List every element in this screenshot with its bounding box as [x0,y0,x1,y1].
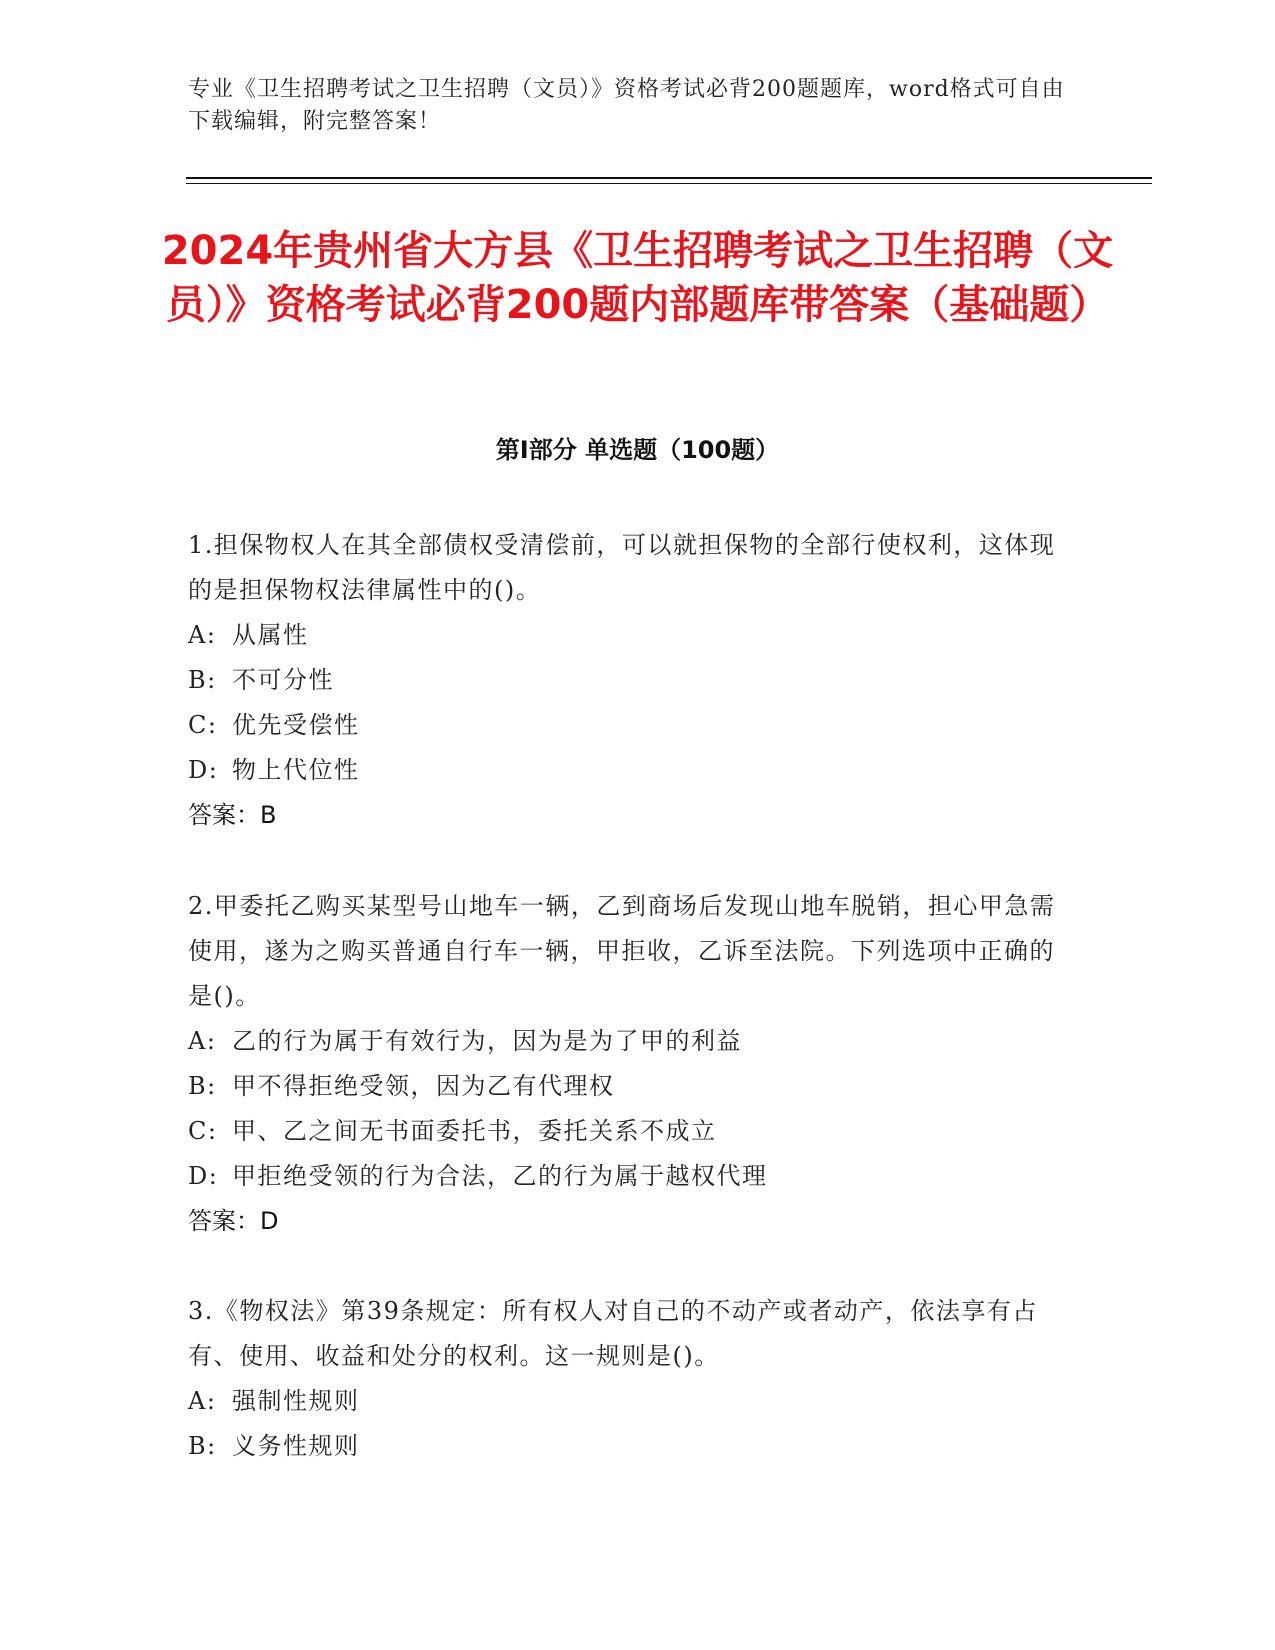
option-key: A: [188,1027,217,1055]
option-text: 义务性规则 [232,1432,360,1460]
question-2 [188,884,1078,1244]
option-key: C: [188,1117,218,1145]
option-text: 强制性规则 [232,1387,360,1415]
option-key: B: [188,666,217,694]
option-a [188,1379,1078,1424]
question-stem: 1.担保物权人在其全部债权受清偿前，可以就担保物的全部行使权利，这体现的是担保物权法律属性中的()。 [188,531,1056,604]
option-text: 甲拒绝受领的行为合法，乙的行为属于越权代理 [232,1162,768,1190]
option-text: 甲、乙之间无书面委托书，委托关系不成立 [232,1117,717,1145]
option-key: B: [188,1432,217,1460]
option-text: 物上代位性 [232,756,360,784]
option-c [188,1109,1078,1154]
option-c [188,703,1078,748]
section-title: 第I部分 单选题（100题） [495,436,780,464]
header-divider-thin [186,183,1152,184]
question-stem: 3.《物权法》第39条规定：所有权人对自己的不动产或者动产，依法享有占有、使用、收益和处分的权利。这一规则是()。 [188,1297,1038,1370]
option-text: 甲不得拒绝受领，因为乙有代理权 [232,1072,615,1100]
answer-line: 答案：B [188,801,277,829]
option-key: C: [188,711,218,739]
option-a [188,613,1078,658]
option-text: 从属性 [232,621,309,649]
option-text: 优先受偿性 [232,711,360,739]
answer-line: 答案：D [188,1207,279,1235]
document-title: 2024年贵州省大方县《卫生招聘考试之卫生招聘（文员）》资格考试必背200题内部题库带答案（基础题） [161,228,1114,328]
option-b [188,658,1078,703]
option-key: D: [188,1162,219,1190]
option-d [188,748,1078,793]
option-b [188,1064,1078,1109]
header-divider-thick [186,177,1152,179]
option-key: A: [188,1387,217,1415]
option-key: B: [188,1072,217,1100]
option-key: D: [188,756,219,784]
question-stem: 2.甲委托乙购买某型号山地车一辆，乙到商场后发现山地车脱销，担心甲急需使用，遂为之购买普通自行车一辆，甲拒收，乙诉至法院。下列选项中正确的是()。 [188,892,1056,1010]
option-d [188,1154,1078,1199]
option-text: 乙的行为属于有效行为，因为是为了甲的利益 [232,1027,742,1055]
option-key: A: [188,621,217,649]
option-text: 不可分性 [232,666,334,694]
header-note: 专业《卫生招聘考试之卫生招聘（文员）》资格考试必背200题题库，word格式可自由下载编辑，附完整答案！ [188,77,1065,134]
question-3 [188,1289,1078,1469]
option-b [188,1424,1078,1469]
question-1 [188,523,1078,838]
option-a [188,1019,1078,1064]
